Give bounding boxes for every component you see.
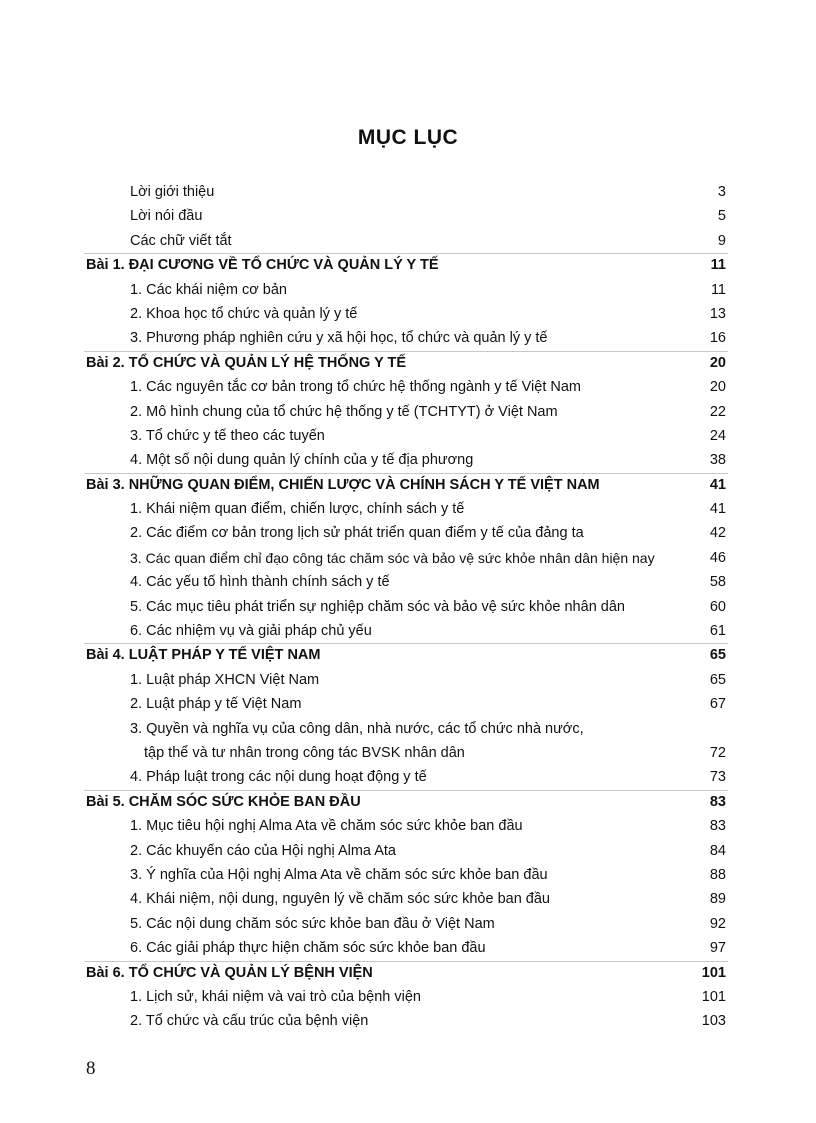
toc-entry-label: 6. Các giải pháp thực hiện chăm sóc sức khỏe ban đầu: [130, 940, 486, 957]
toc-entry[interactable]: [0, 278, 816, 302]
toc-entry[interactable]: [0, 863, 816, 887]
toc-entry[interactable]: [0, 887, 816, 911]
toc-entry[interactable]: [0, 985, 816, 1009]
toc-entry-label: 2. Các điểm cơ bản trong lịch sử phát triển quan điểm y tế của đảng ta: [130, 525, 584, 542]
toc-entry-label: 5. Các nội dung chăm sóc sức khỏe ban đầu ở Việt Nam: [130, 915, 495, 932]
toc-entry[interactable]: [0, 424, 816, 448]
toc-entry-label: 1. Lịch sử, khái niệm và vai trò của bệnh viện: [130, 988, 421, 1005]
toc-entry-page: 97: [709, 940, 726, 957]
toc-entry-label-line1: 3. Quyền và nghĩa vụ của công dân, nhà nước, các tổ chức nhà nước,: [130, 720, 584, 737]
toc-entry-page: 60: [709, 598, 726, 615]
toc-chapter-label: Bài 5. CHĂM SÓC SỨC KHỎE BAN ĐẦU: [86, 793, 361, 810]
toc-entry-label: 2. Các khuyến cáo của Hội nghị Alma Ata: [130, 842, 396, 859]
toc-entry-page: 88: [709, 866, 726, 883]
toc-entry-page: 83: [709, 818, 726, 835]
toc-entry-page: 89: [709, 891, 726, 908]
toc-entry-label-line2: tập thể và tư nhân trong công tác BVSK nhân dân: [144, 745, 465, 761]
toc-entry-label: Các chữ viết tắt: [130, 232, 232, 249]
toc-entry-label: 2. Tổ chức và cấu trúc của bệnh viện: [130, 1013, 369, 1030]
toc-entry[interactable]: [0, 595, 816, 619]
toc-entry-label: 3. Phương pháp nghiên cứu y xã hội học, tổ chức và quản lý y tế: [130, 330, 548, 347]
toc-entry[interactable]: [0, 1009, 816, 1033]
toc-entry-label: 1. Luật pháp XHCN Việt Nam: [130, 671, 320, 688]
toc-entry-page: 5: [717, 208, 726, 225]
toc-entry-label: 1. Các nguyên tắc cơ bản trong tổ chức hệ thống ngành y tế Việt Nam: [130, 379, 582, 396]
toc-entry-page: 73: [709, 769, 726, 786]
toc-entry-page: 58: [709, 574, 726, 591]
toc-chapter[interactable]: [0, 643, 816, 667]
toc-entry[interactable]: [0, 326, 816, 350]
toc-entry[interactable]: [0, 619, 816, 643]
toc-entry-page: 24: [709, 427, 726, 444]
toc-chapter[interactable]: [0, 253, 816, 277]
toc-entry-label: 6. Các nhiệm vụ và giải pháp chủ yếu: [130, 623, 372, 640]
toc-entry[interactable]: [0, 448, 816, 472]
toc-chapter-page: 41: [709, 476, 726, 493]
toc-entry-page: 61: [709, 623, 726, 640]
toc-chapter-label: Bài 6. TỔ CHỨC VÀ QUẢN LÝ BỆNH VIỆN: [86, 964, 373, 981]
toc-entry[interactable]: [0, 302, 816, 326]
toc-entry-page: 16: [709, 330, 726, 347]
toc-entry[interactable]: [0, 765, 816, 789]
toc-entry[interactable]: [0, 717, 816, 766]
toc-entry[interactable]: [0, 814, 816, 838]
toc-entry-label: Lời giới thiệu: [130, 184, 215, 200]
toc-entry-label: 3. Tổ chức y tế theo các tuyến: [130, 427, 325, 444]
toc-entry-page: 20: [709, 379, 726, 396]
toc-entry-label: 4. Pháp luật trong các nội dung hoạt động y tế: [130, 769, 427, 786]
toc-entry-label: 4. Các yếu tố hình thành chính sách y tế: [130, 574, 390, 591]
toc-chapter-label: Bài 1. ĐẠI CƯƠNG VỀ TỔ CHỨC VÀ QUẢN LÝ Y TẾ: [86, 257, 439, 274]
toc-chapter[interactable]: [0, 790, 816, 814]
toc-entry-label: 4. Khái niệm, nội dung, nguyên lý về chăm sóc sức khỏe ban đầu: [130, 891, 550, 908]
toc-entry-page: 22: [709, 403, 726, 420]
toc-chapter[interactable]: [0, 961, 816, 985]
toc-entry-page: 92: [709, 915, 726, 932]
toc-entry-label: 1. Mục tiêu hội nghị Alma Ata về chăm sóc sức khỏe ban đầu: [130, 818, 523, 835]
toc-chapter-label: Bài 2. TỔ CHỨC VÀ QUẢN LÝ HỆ THỐNG Y TẾ: [86, 354, 407, 371]
toc-entry[interactable]: [0, 521, 816, 545]
toc-entry[interactable]: [0, 839, 816, 863]
toc-entry[interactable]: [0, 912, 816, 936]
page-title: MỤC LỤC: [357, 126, 459, 149]
toc-entry-page: 11: [710, 281, 726, 298]
toc-entry-page: 41: [709, 501, 726, 518]
toc-entry[interactable]: [0, 692, 816, 716]
toc-entry[interactable]: [0, 570, 816, 594]
toc-entry-label: 2. Mô hình chung của tổ chức hệ thống y tế (TCHTYT) ở Việt Nam: [130, 403, 558, 420]
toc-entry-label: 1. Các khái niệm cơ bản: [130, 281, 288, 298]
toc-entry-page: 42: [709, 525, 726, 542]
toc-entry-page: 65: [709, 671, 726, 688]
toc-entry-page: 101: [701, 988, 726, 1005]
toc-entry-page: 103: [701, 1013, 726, 1030]
toc-entry-page: 38: [709, 452, 726, 469]
toc-entry-page: 72: [709, 744, 726, 761]
toc-entry-page: 84: [709, 842, 726, 859]
toc-entry[interactable]: [0, 400, 816, 424]
toc-entry-label: 4. Một số nội dung quản lý chính của y tế địa phương: [130, 452, 474, 469]
toc-entry[interactable]: [0, 375, 816, 399]
toc-entry[interactable]: [0, 546, 816, 570]
toc-entry-page: 67: [709, 696, 726, 713]
toc-chapter-page: 101: [701, 964, 726, 981]
toc-entry-label: 3. Các quan điểm chỉ đạo công tác chăm sóc và bảo vệ sức khỏe nhân dân hiện nay: [130, 549, 655, 566]
toc-entry-label: 1. Khái niệm quan điểm, chiến lược, chính sách y tế: [130, 501, 465, 518]
toc-entry[interactable]: [0, 497, 816, 521]
table-of-contents: [0, 180, 816, 1034]
toc-chapter-label: Bài 4. LUẬT PHÁP Y TẾ VIỆT NAM: [86, 647, 321, 664]
toc-entry-page: 13: [709, 305, 726, 322]
toc-entry-label: 3. Ý nghĩa của Hội nghị Alma Ata về chăm sóc sức khỏe ban đầu: [130, 866, 548, 883]
toc-entry-label: Lời nói đầu: [130, 208, 203, 225]
toc-chapter-page: 83: [709, 793, 726, 810]
toc-entry-page: 46: [709, 549, 726, 566]
page-number: 8: [86, 1058, 96, 1079]
toc-entry-label: 2. Khoa học tổ chức và quản lý y tế: [130, 305, 358, 322]
toc-entry[interactable]: [0, 204, 816, 228]
toc-chapter[interactable]: [0, 351, 816, 375]
toc-chapter-page: 65: [709, 647, 726, 664]
toc-chapter-page: 11: [710, 257, 726, 274]
toc-entry-label: 5. Các mục tiêu phát triển sự nghiệp chăm sóc và bảo vệ sức khỏe nhân dân: [130, 598, 625, 615]
toc-entry-label: 2. Luật pháp y tế Việt Nam: [130, 696, 302, 713]
toc-entry[interactable]: [0, 180, 816, 204]
toc-entry-label: [130, 717, 584, 766]
toc-chapter[interactable]: [0, 473, 816, 497]
toc-entry[interactable]: [0, 229, 816, 253]
toc-chapter-page: 20: [709, 354, 726, 371]
toc-entry[interactable]: [0, 936, 816, 960]
toc-entry-page: 3: [717, 184, 726, 200]
toc-entry-page: 9: [717, 232, 726, 249]
toc-chapter-label: Bài 3. NHỮNG QUAN ĐIỂM, CHIẾN LƯỢC VÀ CHÍNH SÁCH Y TẾ VIỆT NAM: [86, 476, 600, 493]
toc-entry[interactable]: [0, 668, 816, 692]
